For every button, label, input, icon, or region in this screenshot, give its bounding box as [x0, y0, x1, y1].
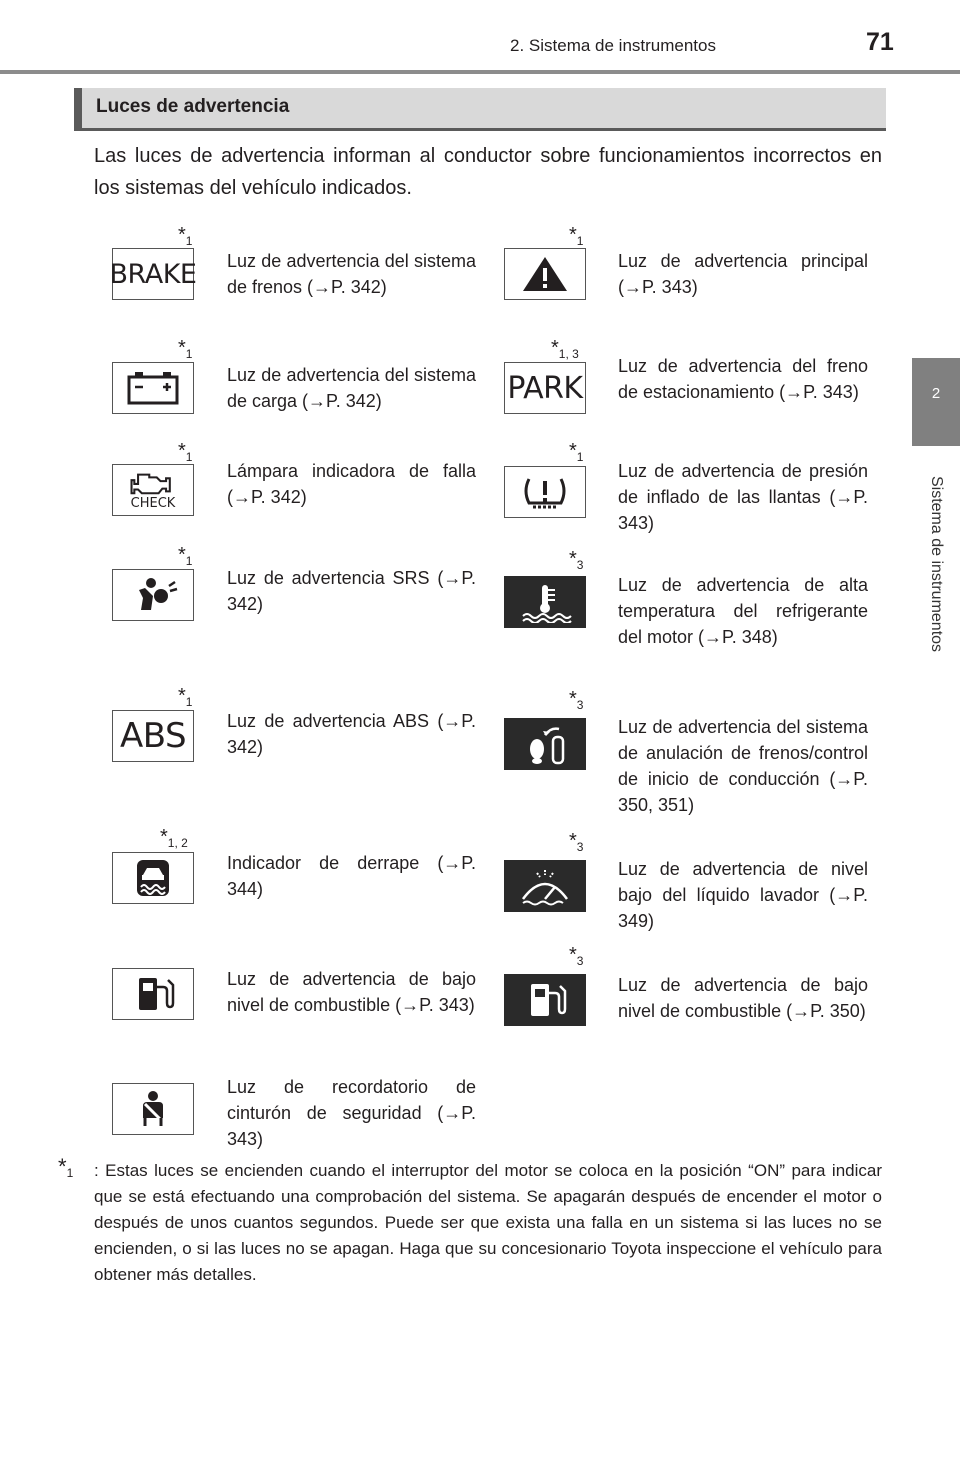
- washer-fluid-icon: [504, 860, 586, 912]
- item-description: Luz de advertencia del sistema de frenos (→P. 342): [227, 251, 476, 297]
- seatbelt-icon: [112, 1083, 194, 1135]
- fuel-pump-icon: [504, 974, 586, 1026]
- item-note: $*_3$: [569, 830, 584, 854]
- item-note: $*_{1, 3}$: [551, 337, 579, 361]
- item-description: Luz de advertencia SRS (→P. 342): [227, 568, 476, 614]
- item-description: Luz de advertencia del sistema de anulación de frenos/control de inicio de conducción (→P. 350, 351): [618, 717, 868, 815]
- section-heading: [74, 88, 886, 128]
- item-description: Indicador de derrape (→P. 344): [227, 853, 476, 899]
- brake-override-icon: [504, 718, 586, 770]
- brake-icon-label: BRAKE: [109, 258, 197, 290]
- chapter-label: Sistema de instrumentos: [928, 475, 945, 653]
- park-icon: [504, 362, 586, 414]
- header-divider: [0, 70, 960, 74]
- battery-icon: [112, 362, 194, 414]
- item-description: Luz de advertencia de presión de inflado de las llantas (→P. 343): [618, 461, 868, 533]
- item-description: Luz de advertencia de bajo nivel de combustible (→P. 350): [618, 975, 868, 1021]
- intro-paragraph: Las luces de advertencia informan al conductor sobre funcionamientos incorrectos en los sistemas del vehículo indicados.: [94, 145, 882, 199]
- page-number: 71: [866, 28, 894, 56]
- abs-icon: [112, 710, 194, 762]
- check-engine-caption: CHECK: [130, 496, 176, 511]
- item-note: $*_1$: [178, 224, 193, 248]
- slip-indicator-icon: [112, 852, 194, 904]
- fuel-pump-icon: [112, 968, 194, 1020]
- master-warning-icon: [504, 248, 586, 300]
- item-description: Luz de recordatorio de cinturón de seguridad (→P. 343): [227, 1077, 476, 1149]
- tire-pressure-icon: [504, 466, 586, 518]
- header-section-title: 2. Sistema de instrumentos: [510, 36, 716, 55]
- check-engine-icon: [112, 464, 194, 516]
- abs-icon-label: ABS: [119, 716, 187, 756]
- chapter-tab: [912, 358, 960, 446]
- item-description: Luz de advertencia del sistema de carga (→P. 342): [227, 365, 476, 411]
- footnote-mark: $*_1$: [58, 1154, 74, 1180]
- item-description: Luz de advertencia del freno de estacionamiento (→P. 343): [618, 356, 868, 402]
- item-description: Luz de advertencia de bajo nivel de combustible (→P. 343): [227, 969, 476, 1015]
- coolant-temperature-icon: [504, 576, 586, 628]
- item-note: $*_1$: [569, 224, 584, 248]
- brake-icon: [109, 248, 197, 300]
- footnote-text: : Estas luces se encienden cuando el interruptor del motor se coloca en la posición “ON” para indicar que se está efectuando una comprobación del sistema. Se apagarán después de encender el motor o después de unos cuantos segundos. Puede ser que exista una falla en un sistema si las luces no se encienden, o si las luces no se apagan. Haga que su concesionario Toyota inspeccione el vehículo para obtener más detalles.: [94, 1161, 882, 1284]
- item-note: $*_1$: [178, 685, 193, 709]
- item-note: $*_1$: [178, 544, 193, 568]
- item-description: Lámpara indicadora de falla (→P. 342): [227, 461, 476, 507]
- item-note: $*_3$: [569, 688, 584, 712]
- item-note: $*_{1, 2}$: [160, 826, 188, 850]
- item-note: $*_3$: [569, 548, 584, 572]
- item-description: Luz de advertencia ABS (→P. 342): [227, 711, 476, 757]
- item-description: Luz de advertencia de nivel bajo del líquido lavador (→P. 349): [618, 859, 868, 931]
- section-title: Luces de advertencia: [96, 96, 290, 117]
- item-note: $*_1$: [569, 440, 584, 464]
- item-note: $*_1$: [178, 337, 193, 361]
- footnote: [58, 1154, 882, 1288]
- park-icon-label: PARK: [507, 370, 583, 406]
- item-note: $*_1$: [178, 440, 193, 464]
- chapter-number: 2: [931, 385, 941, 402]
- item-description: Luz de advertencia principal (→P. 343): [618, 251, 868, 297]
- item-note: $*_3$: [569, 944, 584, 968]
- item-description: Luz de advertencia de alta temperatura del refrigerante del motor (→P. 348): [618, 575, 868, 647]
- srs-airbag-icon: [112, 569, 194, 621]
